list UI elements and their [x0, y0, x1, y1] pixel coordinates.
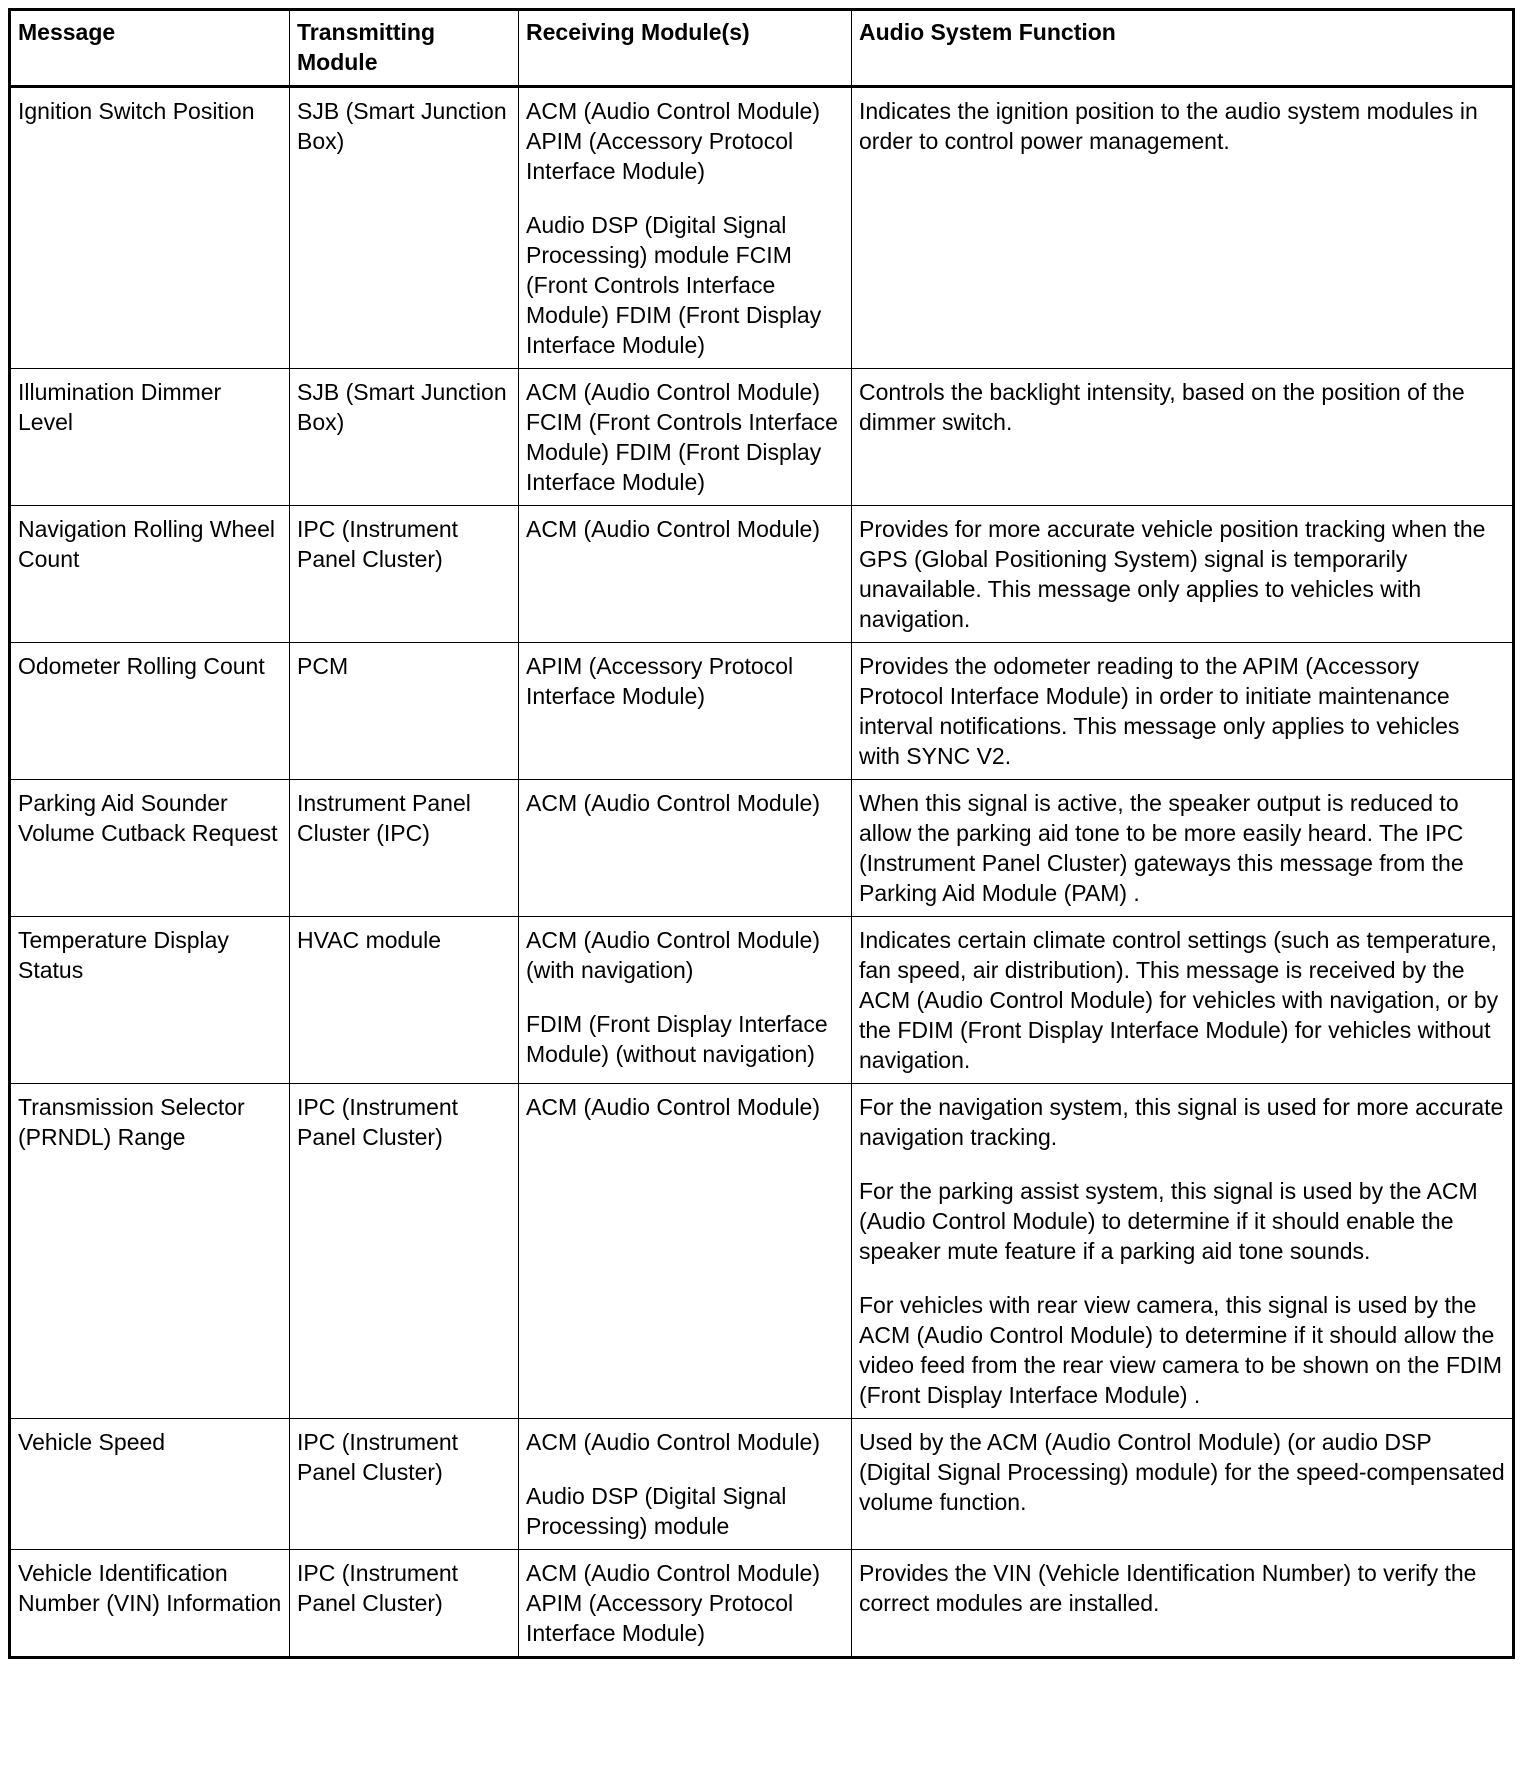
receiving-module-paragraph: Audio DSP (Digital Signal Processing) module	[526, 1483, 787, 1539]
cell-transmitting-module	[290, 506, 519, 643]
message-text: Illumination Dimmer Level	[18, 379, 222, 435]
function-paragraph: For the parking assist system, this signal is used by the ACM (Audio Control Module) to determine if it should enable the speaker mute feature if a parking aid tone sounds.	[859, 1178, 1478, 1264]
message-text: Ignition Switch Position	[18, 98, 255, 124]
message-text: Transmission Selector (PRNDL) Range	[18, 1094, 245, 1150]
cell-receiving-modules	[519, 917, 852, 1084]
cell-transmitting-module	[290, 1550, 519, 1658]
table-body	[10, 87, 1514, 1658]
function-paragraph: For vehicles with rear view camera, this signal is used by the ACM (Audio Control Module) to determine if it should allow the video feed from the rear view camera to be shown on the FDIM (Front Display Interface Module) .	[859, 1292, 1503, 1408]
header-receiving-modules: Receiving Module(s)	[519, 10, 852, 87]
cell-transmitting-module	[290, 780, 519, 917]
table-row	[10, 1550, 1514, 1658]
table-row	[10, 369, 1514, 506]
receiving-module-paragraph: ACM (Audio Control Module)	[526, 516, 821, 542]
function-paragraph: Provides for more accurate vehicle position tracking when the GPS (Global Positioning System) signal is temporarily unavailable. This message only applies to vehicles with navigation.	[859, 516, 1486, 632]
receiving-module-paragraph: FDIM (Front Display Interface Module) (without navigation)	[526, 1011, 828, 1067]
cell-receiving-modules	[519, 643, 852, 780]
transmitting-module-text: SJB (Smart Junction Box)	[297, 379, 507, 435]
table-row	[10, 506, 1514, 643]
cell-message	[10, 87, 290, 369]
message-text: Odometer Rolling Count	[18, 653, 265, 679]
cell-audio-system-function	[852, 917, 1514, 1084]
function-paragraph: For the navigation system, this signal is used for more accurate navigation tracking.	[859, 1094, 1504, 1150]
transmitting-module-text: IPC (Instrument Panel Cluster)	[297, 1429, 459, 1485]
transmitting-module-text: Instrument Panel Cluster (IPC)	[297, 790, 471, 846]
cell-transmitting-module	[290, 917, 519, 1084]
cell-receiving-modules	[519, 1550, 852, 1658]
cell-receiving-modules	[519, 780, 852, 917]
receiving-module-paragraph: ACM (Audio Control Module)	[526, 1429, 821, 1455]
message-text: Vehicle Identification Number (VIN) Information	[18, 1560, 282, 1616]
cell-message	[10, 1084, 290, 1419]
receiving-module-paragraph: ACM (Audio Control Module) APIM (Accessory Protocol Interface Module)	[526, 98, 821, 184]
transmitting-module-text: HVAC module	[297, 927, 442, 953]
receiving-module-paragraph: ACM (Audio Control Module)	[526, 790, 821, 816]
function-paragraph: Used by the ACM (Audio Control Module) (or audio DSP (Digital Signal Processing) module) for the speed-compensated volume function.	[859, 1429, 1505, 1515]
cell-audio-system-function	[852, 1550, 1514, 1658]
cell-audio-system-function	[852, 369, 1514, 506]
cell-transmitting-module	[290, 87, 519, 369]
cell-message	[10, 1550, 290, 1658]
cell-transmitting-module	[290, 369, 519, 506]
cell-audio-system-function	[852, 780, 1514, 917]
transmitting-module-text: IPC (Instrument Panel Cluster)	[297, 516, 459, 572]
function-paragraph: Controls the backlight intensity, based on the position of the dimmer switch.	[859, 379, 1465, 435]
cell-message	[10, 506, 290, 643]
cell-receiving-modules	[519, 1419, 852, 1550]
transmitting-module-text: IPC (Instrument Panel Cluster)	[297, 1094, 459, 1150]
cell-transmitting-module	[290, 1419, 519, 1550]
transmitting-module-text: SJB (Smart Junction Box)	[297, 98, 507, 154]
function-paragraph: Provides the odometer reading to the APIM (Accessory Protocol Interface Module) in order to initiate maintenance interval notifications. This message only applies to vehicles with SYNC V2.	[859, 653, 1460, 769]
table-header-row	[10, 10, 1514, 87]
cell-transmitting-module	[290, 643, 519, 780]
table-row	[10, 87, 1514, 369]
header-message: Message	[10, 10, 290, 87]
table-row	[10, 780, 1514, 917]
function-paragraph: Indicates certain climate control settings (such as temperature, fan speed, air distribution). This message is received by the ACM (Audio Control Module) for vehicles with navigation, or by the FDIM (Front Display Interface Module) for vehicles without navigation.	[859, 927, 1499, 1073]
receiving-module-paragraph: ACM (Audio Control Module)	[526, 1094, 821, 1120]
table-row	[10, 1084, 1514, 1419]
receiving-module-paragraph: ACM (Audio Control Module) (with navigation)	[526, 927, 821, 983]
function-paragraph: Provides the VIN (Vehicle Identification Number) to verify the correct modules are installed.	[859, 1560, 1477, 1616]
cell-audio-system-function	[852, 1084, 1514, 1419]
cell-message	[10, 369, 290, 506]
document-page	[8, 8, 1515, 1659]
cell-message	[10, 780, 290, 917]
cell-message	[10, 1419, 290, 1550]
receiving-module-paragraph: ACM (Audio Control Module) FCIM (Front Controls Interface Module) FDIM (Front Display Interface Module)	[526, 379, 838, 495]
message-text: Vehicle Speed	[18, 1429, 166, 1455]
cell-audio-system-function	[852, 87, 1514, 369]
message-text: Temperature Display Status	[18, 927, 229, 983]
cell-receiving-modules	[519, 1084, 852, 1419]
message-table	[8, 8, 1515, 1659]
function-paragraph: Indicates the ignition position to the audio system modules in order to control power management.	[859, 98, 1478, 154]
cell-audio-system-function	[852, 643, 1514, 780]
receiving-module-paragraph: Audio DSP (Digital Signal Processing) module FCIM (Front Controls Interface Module) FDIM (Front Display Interface Module)	[526, 212, 822, 358]
table-row	[10, 1419, 1514, 1550]
message-text: Navigation Rolling Wheel Count	[18, 516, 275, 572]
cell-audio-system-function	[852, 506, 1514, 643]
transmitting-module-text: IPC (Instrument Panel Cluster)	[297, 1560, 459, 1616]
function-paragraph: When this signal is active, the speaker output is reduced to allow the parking aid tone to be more easily heard. The IPC (Instrument Panel Cluster) gateways this message from the Parking Aid Module (PAM) .	[859, 790, 1464, 906]
message-text: Parking Aid Sounder Volume Cutback Request	[18, 790, 278, 846]
receiving-module-paragraph: ACM (Audio Control Module) APIM (Accessory Protocol Interface Module)	[526, 1560, 821, 1646]
table-row	[10, 643, 1514, 780]
cell-transmitting-module	[290, 1084, 519, 1419]
cell-audio-system-function	[852, 1419, 1514, 1550]
transmitting-module-text: PCM	[297, 653, 349, 679]
header-transmitting-module: Transmitting Module	[290, 10, 519, 87]
header-audio-system-function: Audio System Function	[852, 10, 1514, 87]
cell-message	[10, 917, 290, 1084]
cell-receiving-modules	[519, 369, 852, 506]
cell-receiving-modules	[519, 506, 852, 643]
receiving-module-paragraph: APIM (Accessory Protocol Interface Module)	[526, 653, 794, 709]
cell-message	[10, 643, 290, 780]
cell-receiving-modules	[519, 87, 852, 369]
table-row	[10, 917, 1514, 1084]
